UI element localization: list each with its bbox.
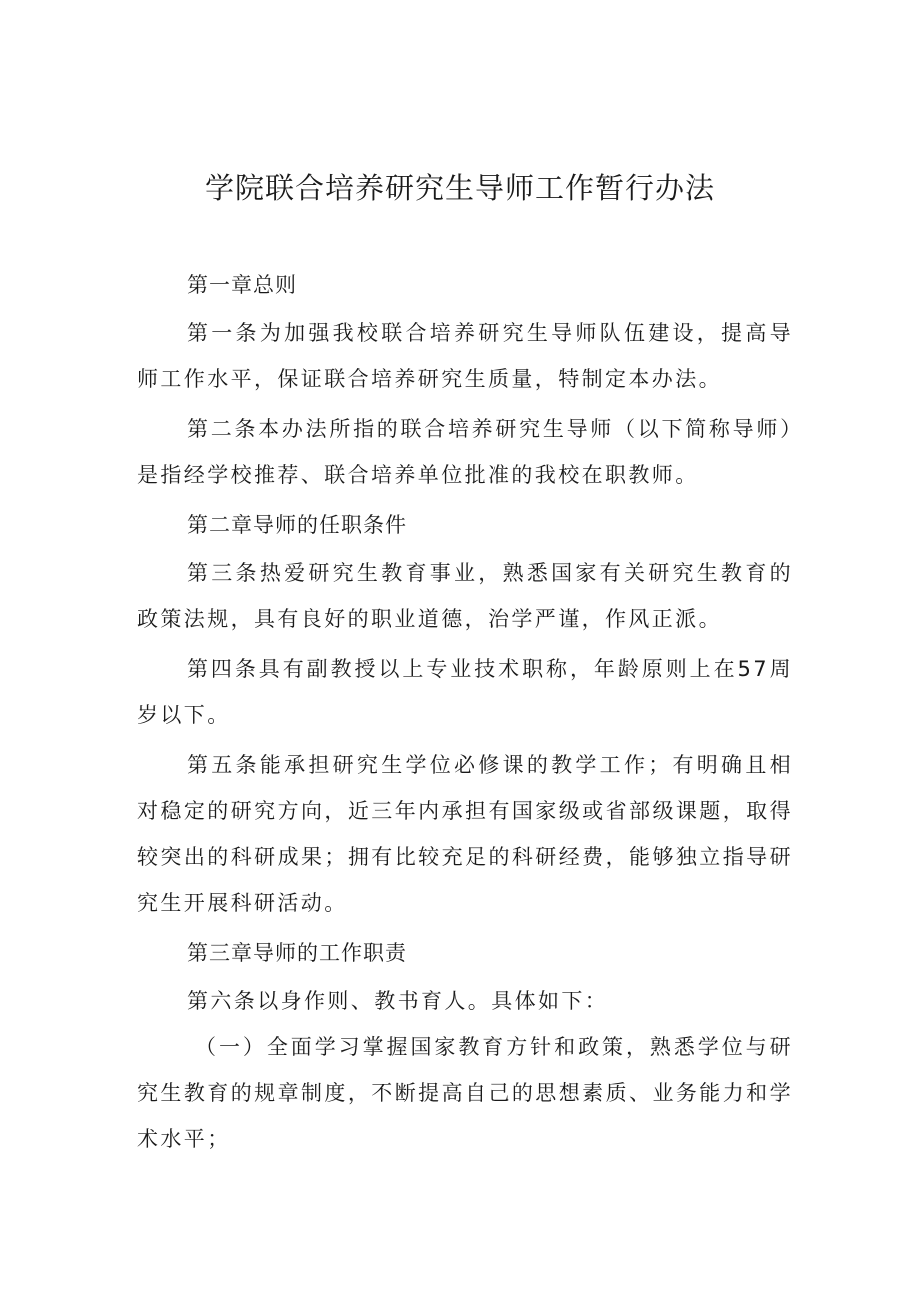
chapter-3-heading: 第三章导师的工作职责 (187, 941, 407, 965)
article-6: 第六条以身作则、教书育人。具体如下： (187, 989, 609, 1013)
document-body (137, 262, 793, 1162)
article-6-item-1: （一）全面学习掌握国家教育方针和政策，熟悉学位与研究生教育的规章制度，不断提高自己的思想素质、业务能力和学术水平； (137, 1035, 793, 1151)
article-1: 第一条为加强我校联合培养研究生导师队伍建设，提高导师工作水平，保证联合培养研究生质量，特制定本办法。 (137, 321, 793, 391)
article-4: 第四条具有副教授以上专业技术职称，年龄原则上在57周岁以下。 (137, 657, 793, 727)
article-5: 第五条能承担研究生学位必修课的教学工作；有明确且相对稳定的研究方向，近三年内承担有国家级或省部级课题，取得较突出的科研成果；拥有比较充足的科研经费，能够独立指导研究生开展科研活动。 (137, 753, 793, 915)
article-3: 第三条热爱研究生教育事业，熟悉国家有关研究生教育的政策法规，具有良好的职业道德，治学严谨，作风正派。 (137, 561, 793, 631)
chapter-2-heading: 第二章导师的任职条件 (187, 513, 407, 537)
chapter-1-heading: 第一章总则 (187, 273, 297, 297)
document-title: 学院联合培养研究生导师工作暂行办法 (204, 171, 715, 205)
article-2: 第二条本办法所指的联合培养研究生导师（以下简称导师）是指经学校推荐、联合培养单位批准的我校在职教师。 (137, 417, 793, 487)
